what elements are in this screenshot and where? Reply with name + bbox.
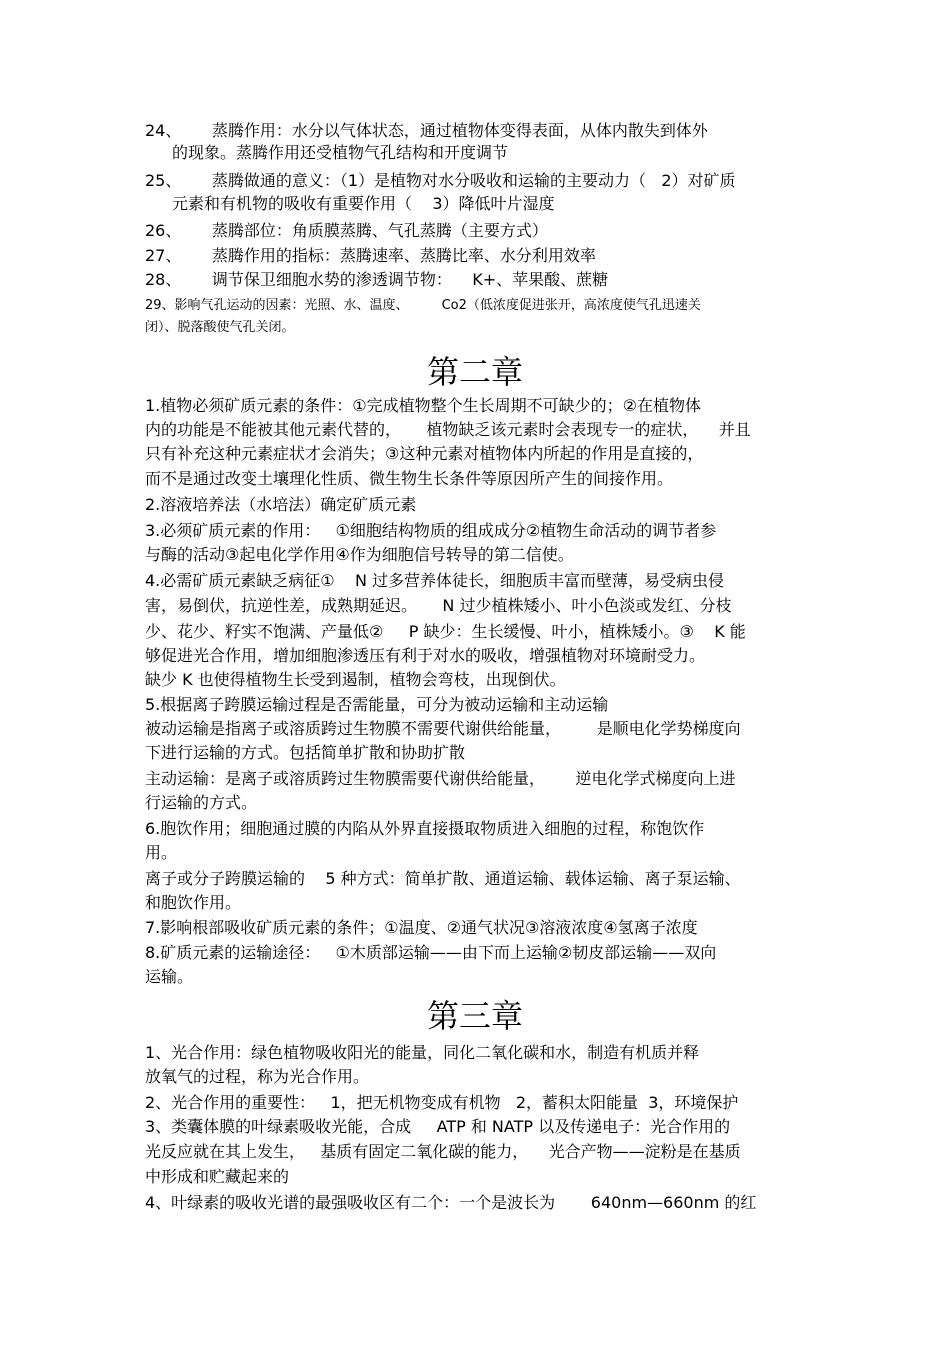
text-line: 4.必需矿质元素缺乏病征① N 过多营养体徒长，细胞质丰富而壁薄，易受病虫侵 — [145, 571, 725, 590]
text-line: 5.根据离子跨膜运输过程是否需能量，可分为被动运输和主动运输 — [145, 695, 609, 714]
text-line: 光反应就在其上发生， 基质有固定二氧化碳的能力， 光合产物——淀粉是在基质 — [145, 1142, 741, 1161]
text-line: 4、叶绿素的吸收光谱的最强吸收区有二个：一个是波长为 640nm—660nm 的红 — [145, 1193, 757, 1212]
text-line: 7.影响根部吸收矿质元素的条件；①温度、②通气状况③溶液浓度④氢离子浓度 — [145, 918, 698, 937]
text-line: 缺少 K 也使得植物生长受到遏制，植物会弯枝，出现倒伏。 — [145, 670, 566, 689]
text-line: 离子或分子跨膜运输的 5 种方式：简单扩散、通道运输、载体运输、离子泵运输、 — [145, 869, 741, 888]
text-line: 用。 — [145, 843, 178, 862]
text-line: 29、影响气孔运动的因素：光照、水、温度、 Co2（低浓度促进张开，高浓度使气孔迅速关 — [145, 298, 701, 313]
text-line: 主动运输：是离子或溶质跨过生物膜需要代谢供给能量， 逆电化学式梯度向上进 — [145, 769, 736, 788]
text-line: 28、 调节保卫细胞水势的渗透调节物： K+、苹果酸、蔗糖 — [145, 270, 609, 289]
chapter-heading: 第三章 — [426, 997, 523, 1035]
text-line: 害，易倒伏，抗逆性差，成熟期延迟。 N 过少植株矮小、叶小色淡或发红、分枝 — [145, 596, 732, 615]
text-line: 下进行运输的方式。包括简单扩散和协助扩散 — [145, 743, 466, 762]
text-line: 8.矿质元素的运输途径： ①木质部运输——由下而上运输②韧皮部运输——双向 — [145, 943, 717, 962]
text-line: 少、花少、籽实不饱满、产量低② P 缺少：生长缓慢、叶小，植株矮小。③ K 能 — [145, 622, 746, 641]
text-line: 内的功能是不能被其他元素代替的， 植物缺乏该元素时会表现专一的症状， 并且 — [145, 420, 751, 439]
text-line: 与酶的活动③起电化学作用④作为细胞信号转导的第二信使。 — [145, 545, 574, 564]
text-line: 2.溶液培养法（水培法）确定矿质元素 — [145, 495, 417, 514]
text-line: 的现象。蒸腾作用还受植物气孔结构和开度调节 — [172, 143, 509, 162]
text-line: 中形成和贮藏起来的 — [145, 1167, 290, 1186]
chapter-heading: 第二章 — [426, 353, 523, 391]
text-line: 被动运输是指离子或溶质跨过生物膜不需要代谢供给能量， 是顺电化学势梯度向 — [145, 719, 741, 738]
text-line: 24、 蒸腾作用：水分以气体状态，通过植物体变得表面，从体内散失到体外 — [145, 121, 708, 140]
text-line: 3、类囊体膜的叶绿素吸收光能，合成 ATP 和 NATP 以及传递电子：光合作用的 — [145, 1117, 731, 1136]
text-line: 1.植物必须矿质元素的条件：①完成植物整个生长周期不可缺少的；②在植物体 — [145, 396, 701, 415]
text-line: 元素和有机物的吸收有重要作用（ 3）降低叶片湿度 — [172, 194, 555, 213]
text-line: 只有补充这种元素症状才会消失；③这种元素对植物体内所起的作用是直接的， — [145, 444, 704, 463]
text-line: 26、 蒸腾部位：角质膜蒸腾、气孔蒸腾（主要方式） — [145, 221, 548, 240]
text-line: 2、光合作用的重要性： 1，把无机物变成有机物 2，蓄积太阳能量 3，环境保护 — [145, 1093, 739, 1112]
text-line: 1、光合作用：绿色植物吸收阳光的能量，同化二氧化碳和水，制造有机质并释 — [145, 1043, 700, 1062]
text-line: 27、 蒸腾作用的指标：蒸腾速率、蒸腾比率、水分利用效率 — [145, 246, 596, 265]
text-line: 放氧气的过程，称为光合作用。 — [145, 1067, 370, 1086]
text-line: 够促进光合作用，增加细胞渗透压有利于对水的吸收，增强植物对环境耐受力。 — [145, 646, 706, 665]
text-line: 25、 蒸腾做通的意义：（1）是植物对水分吸收和运输的主要动力（ 2）对矿质 — [145, 171, 736, 190]
text-line: 而不是通过改变土壤理化性质、微生物生长条件等原因所产生的间接作用。 — [145, 469, 674, 488]
text-line: 运输。 — [145, 967, 194, 986]
text-line: 闭）、脱落酸使气孔关闭。 — [145, 320, 295, 335]
text-line: 6.胞饮作用；细胞通过膜的内陷从外界直接摄取物质进入细胞的过程，称饱饮作 — [145, 819, 705, 838]
text-line: 3.必须矿质元素的作用： ①细胞结构物质的组成成分②植物生命活动的调节者参 — [145, 521, 717, 540]
text-line: 和胞饮作用。 — [145, 893, 242, 912]
text-line: 行运输的方式。 — [145, 793, 258, 812]
